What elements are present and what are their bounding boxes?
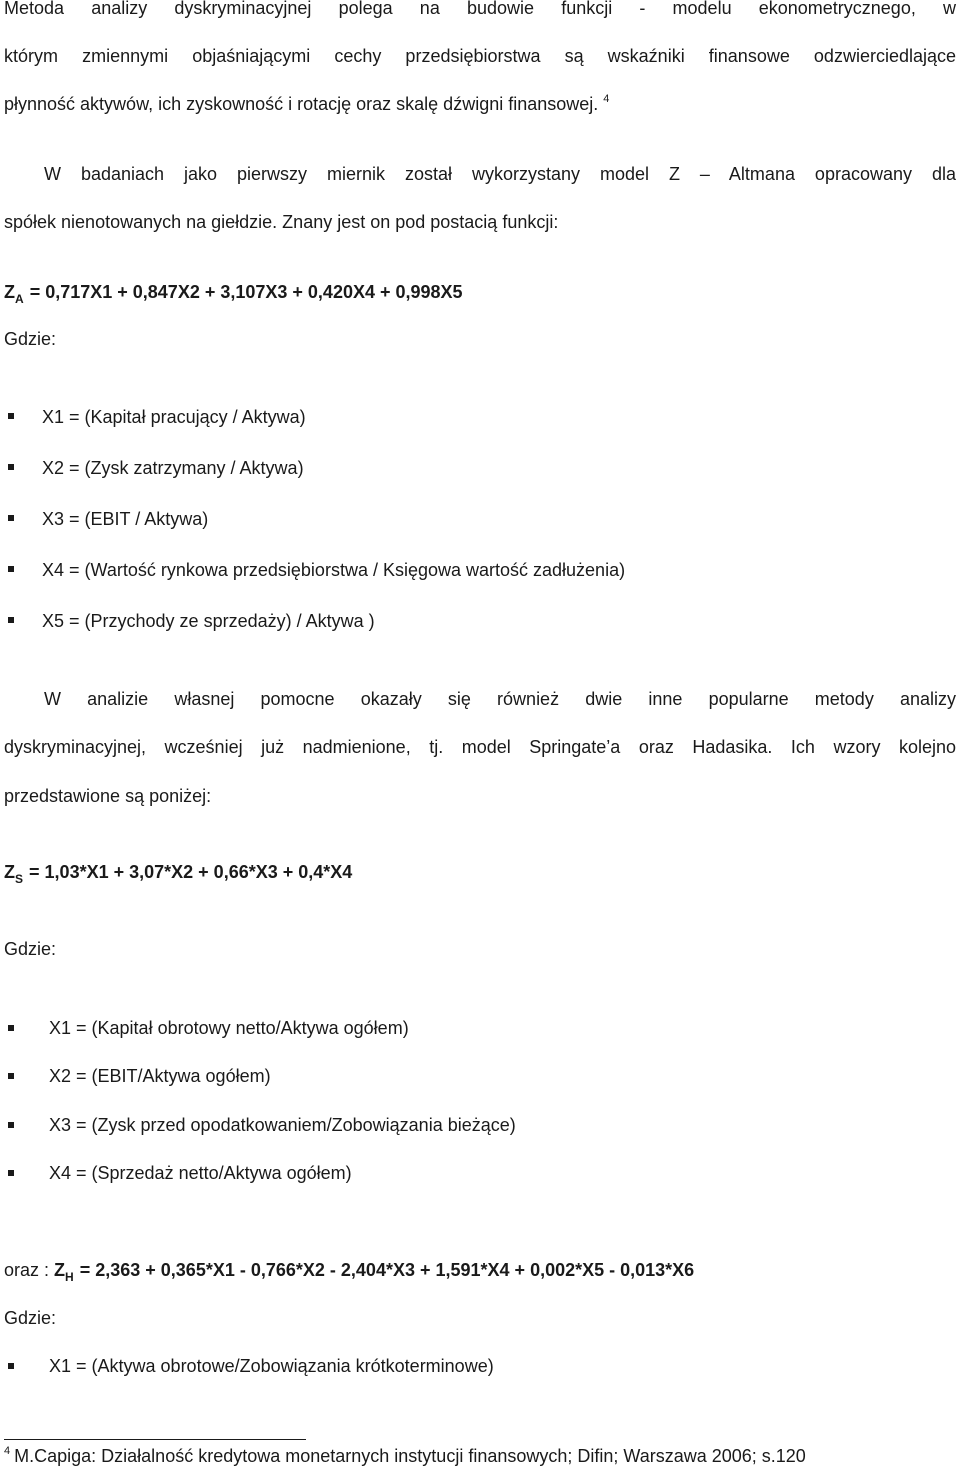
bullet-icon bbox=[8, 464, 14, 470]
formula-prefix: oraz : bbox=[4, 1260, 55, 1280]
formula-subscript: A bbox=[15, 292, 24, 306]
formula-symbol: Z bbox=[54, 1260, 66, 1280]
formula-altman bbox=[4, 280, 956, 306]
paragraph-line: W badaniach jako pierwszy miernik został wykorzystany model Z – Altmana opracowany dla bbox=[44, 164, 956, 184]
footnote bbox=[4, 1444, 806, 1471]
bullet-icon bbox=[8, 1363, 14, 1369]
bullet-icon bbox=[8, 1025, 14, 1031]
formula-symbol: Z bbox=[4, 282, 15, 302]
footnote-text: M.Capiga: Działalność kredytowa monetarnych instytucji finansowych; Difin; Warszawa 2006; s.120 bbox=[14, 1446, 806, 1466]
formula-hadasik bbox=[4, 1258, 956, 1284]
footnote-mark: 4 bbox=[4, 1445, 11, 1457]
bullet-icon bbox=[8, 566, 14, 572]
bullet-icon bbox=[8, 1073, 14, 1079]
paragraph-line: którym zmiennymi objaśniającymi cechy przedsiębiorstwa są wskaźniki finansowe odzwierciedlające bbox=[4, 46, 956, 66]
list-item: X4 = (Sprzedaż netto/Aktywa ogółem) bbox=[49, 1163, 352, 1183]
list-item: X2 = (Zysk zatrzymany / Aktywa) bbox=[42, 458, 304, 478]
formula-subscript: H bbox=[65, 1270, 74, 1284]
footnote-reference[interactable]: 4 bbox=[603, 93, 610, 105]
formula-springate bbox=[4, 860, 956, 886]
bullet-icon bbox=[8, 1122, 14, 1128]
bullet-icon bbox=[8, 413, 14, 419]
paragraph-line: spółek nienotowanych na giełdzie. Znany jest on pod postacią funkcji: bbox=[4, 212, 559, 232]
formula-symbol: Z bbox=[4, 862, 15, 882]
formula-expression: = 1,03*X1 + 3,07*X2 + 0,66*X3 + 0,4*X4 bbox=[29, 862, 353, 882]
bullet-icon bbox=[8, 1170, 14, 1176]
where-label: Gdzie: bbox=[4, 1308, 57, 1328]
list-item: X3 = (EBIT / Aktywa) bbox=[42, 509, 209, 529]
list-item: X1 = (Kapitał pracujący / Aktywa) bbox=[42, 407, 306, 427]
list-item: X2 = (EBIT/Aktywa ogółem) bbox=[49, 1066, 271, 1086]
paragraph-line: W analizie własnej pomocne okazały się również dwie inne popularne metody analizy bbox=[44, 689, 956, 709]
where-label: Gdzie: bbox=[4, 329, 57, 349]
formula-expression: = 2,363 + 0,365*X1 - 0,766*X2 - 2,404*X3 + 1,591*X4 + 0,002*X5 - 0,013*X6 bbox=[79, 1260, 695, 1280]
bullet-icon bbox=[8, 617, 14, 623]
list-item: X1 = (Aktywa obrotowe/Zobowiązania krótkoterminowe) bbox=[49, 1356, 494, 1376]
paragraph-line: dyskryminacyjnej, wcześniej już nadmienione, tj. model Springate’a oraz Hadasika. Ich wzory kolejno bbox=[4, 737, 956, 757]
footnote-divider bbox=[4, 1439, 306, 1440]
bullet-icon bbox=[8, 515, 14, 521]
list-item: X4 = (Wartość rynkowa przedsiębiorstwa / Księgowa wartość zadłużenia) bbox=[42, 560, 626, 580]
paragraph-line: Metoda analizy dyskryminacyjnej polega na budowie funkcji - modelu ekonometrycznego, w bbox=[4, 0, 956, 18]
paragraph-text: płynność aktywów, ich zyskowność i rotację oraz skalę dźwigni finansowej. bbox=[4, 94, 599, 114]
list-item: X3 = (Zysk przed opodatkowaniem/Zobowiązania bieżące) bbox=[49, 1115, 516, 1135]
formula-expression: = 0,717X1 + 0,847X2 + 3,107X3 + 0,420X4 + 0,998X5 bbox=[29, 282, 463, 302]
paragraph-line bbox=[4, 92, 956, 119]
list-item: X1 = (Kapitał obrotowy netto/Aktywa ogółem) bbox=[49, 1018, 409, 1038]
list-item: X5 = (Przychody ze sprzedaży) / Aktywa ) bbox=[42, 611, 375, 631]
formula-subscript: S bbox=[15, 872, 24, 886]
where-label: Gdzie: bbox=[4, 939, 57, 959]
paragraph-line: przedstawione są poniżej: bbox=[4, 786, 212, 806]
